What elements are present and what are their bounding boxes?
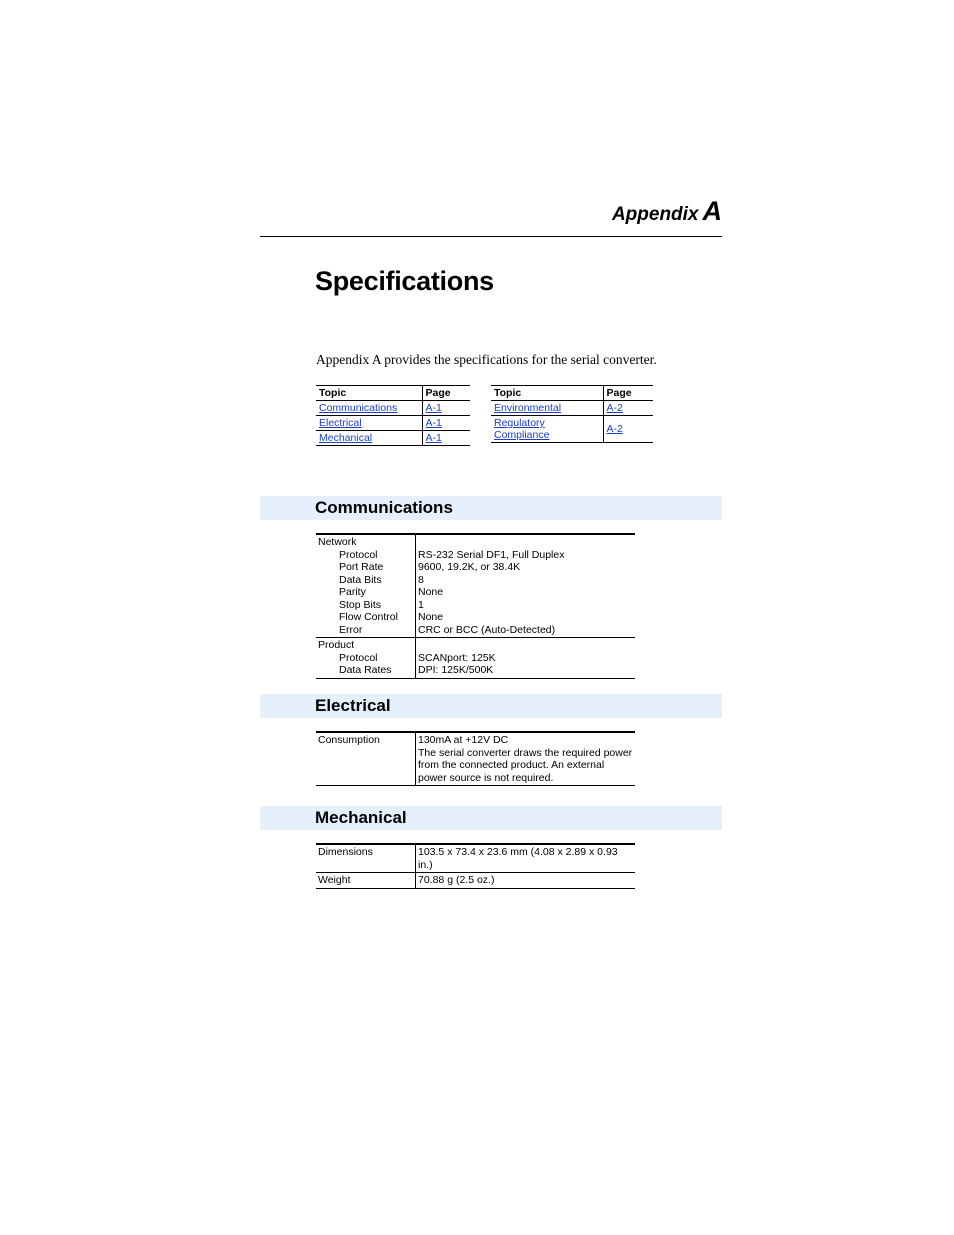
spec-label: Protocol [339, 651, 378, 664]
electrical-section-band [260, 694, 722, 718]
spec-value: None [418, 611, 444, 623]
topic-link-regulatory-compliance[interactable]: Regulatory Compliance [494, 417, 550, 441]
topic-link-environmental[interactable]: Environmental [494, 402, 562, 414]
appendix-word: Appendix [611, 204, 699, 225]
page-title: Specifications [315, 266, 494, 296]
table-row [316, 873, 635, 889]
electrical-spec-table [316, 731, 635, 786]
topic-link-electrical[interactable]: Electrical [319, 417, 362, 429]
spec-value: 70.88 g (2.5 oz.) [416, 873, 636, 889]
spec-value: 8 [418, 573, 424, 586]
spec-value: 1 [418, 598, 424, 611]
topic-table-header [491, 386, 653, 401]
electrical-heading: Electrical [315, 696, 391, 715]
consumption-label: Consumption [316, 732, 416, 786]
page-link-environmental[interactable]: A-2 [606, 402, 623, 414]
spec-label: Parity [339, 586, 366, 598]
appendix-header [260, 196, 722, 227]
table-row [316, 638, 635, 679]
page-link-communications[interactable]: A-1 [425, 402, 442, 414]
mechanical-spec-table [316, 843, 635, 889]
page-header: Page [603, 386, 653, 401]
table-row [316, 401, 470, 416]
header-rule [260, 236, 722, 237]
spec-label: Weight [316, 873, 416, 889]
table-row [491, 401, 653, 416]
spec-value: None [418, 586, 444, 598]
topic-table-header [316, 386, 470, 401]
spec-label: Error [339, 623, 363, 636]
topic-table-left [316, 385, 470, 446]
communications-section-band [260, 496, 722, 520]
spec-label: Data Rates [339, 664, 392, 676]
consumption-note: The serial converter draws the required power from the connected product. An external power source is not required. [418, 746, 633, 784]
spec-value: CRC or BCC (Auto-Detected) [418, 623, 556, 636]
mechanical-heading: Mechanical [315, 808, 407, 827]
product-label: Product [318, 639, 355, 651]
appendix-letter: A [702, 196, 722, 226]
table-row [316, 732, 635, 786]
mechanical-section-band [260, 806, 722, 830]
intro-text: Appendix A provides the specifications for the serial converter. [316, 352, 657, 367]
table-row [491, 416, 653, 443]
spec-value: SCANport: 125K [418, 651, 496, 664]
network-label: Network [318, 536, 357, 548]
topic-link-mechanical[interactable]: Mechanical [319, 432, 373, 444]
communications-heading: Communications [315, 498, 453, 517]
table-row [316, 844, 635, 873]
topic-table-right [491, 385, 653, 443]
page-link-regulatory-compliance[interactable]: A-2 [606, 423, 623, 435]
consumption-value: 130mA at +12V DC [418, 734, 509, 746]
page-link-mechanical[interactable]: A-1 [425, 432, 442, 444]
spec-value: 103.5 x 73.4 x 23.6 mm (4.08 x 2.89 x 0.93 in.) [416, 844, 636, 873]
page-link-electrical[interactable]: A-1 [425, 417, 442, 429]
spec-label: Stop Bits [339, 598, 382, 611]
table-row [316, 416, 470, 431]
spec-value: DPI: 125K/500K [418, 664, 494, 676]
spec-label: Data Bits [339, 573, 382, 586]
page-header: Page [422, 386, 470, 401]
topic-link-communications[interactable]: Communications [319, 402, 398, 414]
spec-value: 9600, 19.2K, or 38.4K [418, 561, 521, 573]
spec-value: RS-232 Serial DF1, Full Duplex [418, 548, 565, 561]
spec-label: Protocol [339, 548, 378, 561]
communications-spec-table [316, 533, 635, 679]
table-row [316, 534, 635, 638]
table-row [316, 431, 470, 446]
topic-header: Topic [316, 386, 422, 401]
topic-header: Topic [491, 386, 603, 401]
spec-label: Port Rate [339, 561, 384, 573]
spec-label: Flow Control [339, 611, 398, 623]
spec-label: Dimensions [316, 844, 416, 873]
